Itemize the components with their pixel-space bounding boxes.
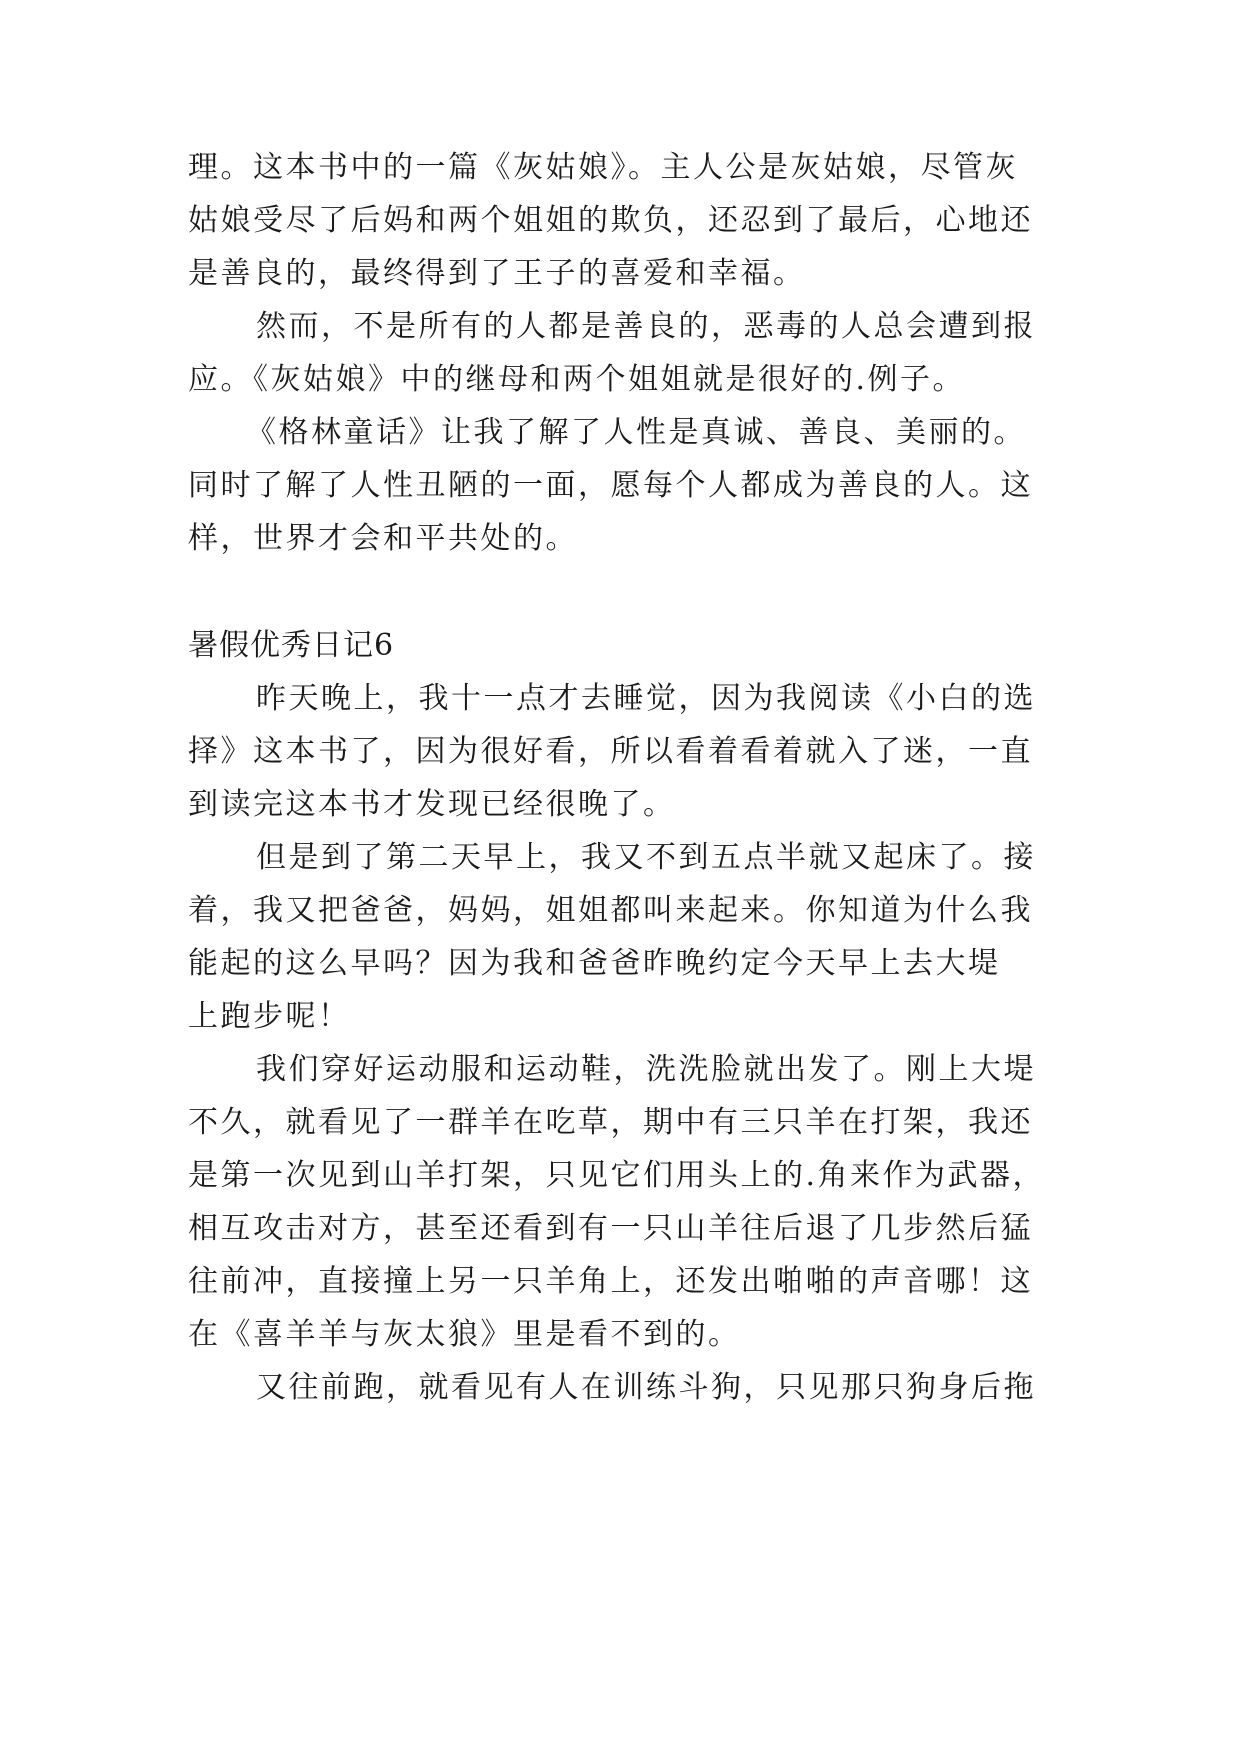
- paragraph-5-line-4: 上跑步呢！: [188, 999, 351, 1034]
- paragraph-6-line-1: 我们穿好运动服和运动鞋，洗洗脸就出发了。刚上大堤: [256, 1052, 1036, 1087]
- paragraph-4-line-3: 到读完这本书才发现已经很晚了。: [188, 787, 676, 822]
- paragraph-6-line-6: 在《喜羊羊与灰太狼》里是看不到的。: [188, 1317, 741, 1352]
- paragraph-3-line-3: 样，世界才会和平共处的。: [188, 521, 578, 556]
- paragraph-6-line-5: 往前冲，直接撞上另一只羊角上，还发出啪啪的声音哪！这: [188, 1264, 1033, 1299]
- paragraph-6-line-2: 不久，就看见了一群羊在吃草，期中有三只羊在打架，我还: [188, 1105, 1033, 1140]
- paragraph-5-line-2: 着，我又把爸爸，妈妈，姐姐都叫来起来。你知道为什么我: [188, 893, 1033, 928]
- paragraph-2-line-1: 然而，不是所有的人都是善良的，恶毒的人总会遭到报: [256, 309, 1036, 344]
- paragraph-1-line-1: 理。这本书中的一篇《灰姑娘》。主人公是灰姑娘，尽管灰: [188, 150, 1018, 185]
- paragraph-6-line-4: 相互攻击对方，甚至还看到有一只山羊往后退了几步然后猛: [188, 1211, 1033, 1246]
- paragraph-5-line-1: 但是到了第二天早上，我又不到五点半就又起床了。接: [256, 840, 1036, 875]
- paragraph-7-line-1: 又往前跑，就看见有人在训练斗狗，只见那只狗身后拖: [256, 1370, 1036, 1405]
- paragraph-2-line-2: 应。《灰姑娘》中的继母和两个姐姐就是很好的.例子。: [188, 362, 966, 397]
- paragraph-1-line-2: 姑娘受尽了后妈和两个姐姐的欺负，还忍到了最后，心地还: [188, 203, 1033, 238]
- paragraph-4-line-1: 昨天晚上，我十一点才去睡觉，因为我阅读《小白的选: [256, 681, 1036, 716]
- section-heading: 暑假优秀日记6: [188, 628, 395, 663]
- paragraph-3-line-1: 《格林童话》让我了解了人性是真诚、善良、美丽的。: [246, 415, 1026, 450]
- paragraph-5-line-3: 能起的这么早吗？因为我和爸爸昨晚约定今天早上去大堤: [188, 946, 1001, 981]
- paragraph-1-line-3: 是善良的，最终得到了王子的喜爱和幸福。: [188, 256, 806, 291]
- paragraph-4-line-2: 择》这本书了，因为很好看，所以看着看着就入了迷，一直: [188, 734, 1033, 769]
- paragraph-3-line-2: 同时了解了人性丑陋的一面，愿每个人都成为善良的人。这: [188, 468, 1033, 503]
- paragraph-6-line-3: 是第一次见到山羊打架，只见它们用头上的.角来作为武器，: [188, 1158, 1046, 1193]
